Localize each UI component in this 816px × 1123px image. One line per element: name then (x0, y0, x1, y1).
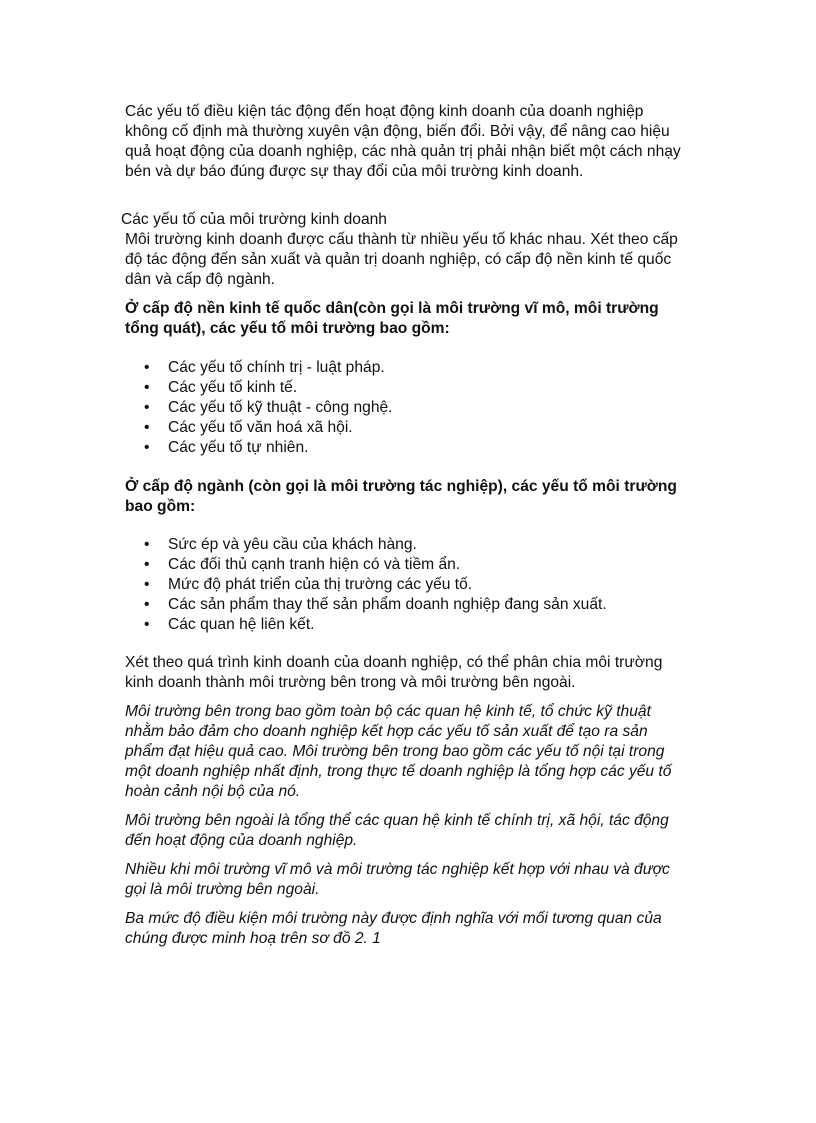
section-intro-line: Môi trường kinh doanh được cấu thành từ nhiều yếu tố khác nhau. Xét theo cấp (125, 231, 678, 248)
macro-heading (125, 299, 705, 339)
external-line: đến hoạt động của doanh nghiệp. (125, 832, 358, 849)
internal-line: hoàn cảnh nội bộ của nó. (125, 783, 301, 800)
bullet: • (144, 596, 150, 613)
macro-heading-line: Ở cấp độ nền kinh tế quốc dân(còn gọi là môi trường vĩ mô, môi trường (125, 300, 659, 317)
intro-line: không cố định mà thường xuyên vận động, biến đổi. Bởi vậy, để nâng cao hiệu (125, 123, 670, 140)
process-line: kinh doanh thành môi trường bên trong và môi trường bên ngoài. (125, 674, 576, 691)
diagram-ref-line: Ba mức độ điều kiện môi trường này được định nghĩa với mối tương quan của (125, 910, 662, 927)
bullet: • (144, 616, 150, 633)
diagram-ref-line: chúng được minh hoạ trên sơ đồ 2. 1 (125, 930, 381, 947)
bullet: • (144, 536, 150, 553)
internal-environment-paragraph (125, 702, 705, 802)
macro-factor-list (125, 358, 393, 458)
bullet: • (144, 419, 150, 436)
list-item (125, 595, 607, 615)
industry-heading-line: Ở cấp độ ngành (còn gọi là môi trường tác nghiệp), các yếu tố môi trường (125, 478, 677, 495)
list-item-text: Các yếu tố kỹ thuật - công nghệ. (168, 399, 393, 416)
combined-line: gọi là môi trường bên ngoài. (125, 881, 320, 898)
macro-heading-line: tổng quát), các yếu tố môi trường bao gồm: (125, 320, 450, 337)
list-item (125, 418, 393, 438)
list-item (125, 438, 393, 458)
list-item (125, 378, 393, 398)
combined-environment-paragraph (125, 860, 705, 900)
combined-line: Nhiều khi môi trường vĩ mô và môi trường tác nghiệp kết hợp với nhau và được (125, 861, 670, 878)
section-intro-line: độ tác động đến sản xuất và quản trị doanh nghiệp, có cấp độ nền kinh tế quốc (125, 251, 672, 268)
list-item-text: Các quan hệ liên kết. (168, 616, 315, 633)
internal-line: phẩm đạt hiệu quả cao. Môi trường bên trong bao gồm các yếu tố nội tại trong (125, 743, 665, 760)
list-item (125, 535, 607, 555)
intro-line: quả hoạt động của doanh nghiệp, các nhà quản trị phải nhận biết một cách nhạy (125, 143, 681, 160)
list-item-text: Sức ép và yêu cầu của khách hàng. (168, 536, 417, 553)
list-item (125, 555, 607, 575)
industry-factor-list (125, 535, 607, 635)
list-item-text: Mức độ phát triển của thị trường các yếu tố. (168, 576, 473, 593)
section-heading: Các yếu tố của môi trường kinh doanh (121, 211, 387, 228)
list-item-text: Các yếu tố văn hoá xã hội. (168, 419, 353, 436)
list-item-text: Các đối thủ cạnh tranh hiện có và tiềm ẩn. (168, 556, 461, 573)
bullet: • (144, 399, 150, 416)
process-paragraph (125, 653, 705, 693)
intro-paragraph (125, 102, 705, 182)
bullet: • (144, 439, 150, 456)
diagram-reference-paragraph (125, 909, 705, 949)
list-item (125, 575, 607, 595)
industry-heading-line: bao gồm: (125, 498, 196, 515)
process-line: Xét theo quá trình kinh doanh của doanh nghiệp, có thể phân chia môi trường (125, 654, 663, 671)
internal-line: một doanh nghiệp nhất định, trong thực tế doanh nghiệp là tổng hợp các yếu tố (125, 763, 672, 780)
list-item-text: Các yếu tố chính trị - luật pháp. (168, 359, 385, 376)
industry-heading (125, 477, 705, 517)
list-item (125, 398, 393, 418)
bullet: • (144, 359, 150, 376)
intro-line: Các yếu tố điều kiện tác động đến hoạt động kinh doanh của doanh nghiệp (125, 103, 644, 120)
external-line: Môi trường bên ngoài là tổng thể các quan hệ kinh tế chính trị, xã hội, tác động (125, 812, 669, 829)
internal-line: Môi trường bên trong bao gồm toàn bộ các quan hệ kinh tế, tổ chức kỹ thuật (125, 703, 651, 720)
internal-line: nhằm bảo đảm cho doanh nghiệp kết hợp các yếu tố sản xuất để tạo ra sản (125, 723, 648, 740)
intro-line: bén và dự báo đúng được sự thay đổi của môi trường kinh doanh. (125, 163, 584, 180)
list-item-text: Các yếu tố tự nhiên. (168, 439, 309, 456)
list-item (125, 615, 607, 635)
bullet: • (144, 576, 150, 593)
bullet: • (144, 379, 150, 396)
list-item-text: Các yếu tố kinh tế. (168, 379, 298, 396)
section-intro-line: dân và cấp độ ngành. (125, 271, 275, 288)
section-intro-paragraph (125, 230, 705, 290)
bullet: • (144, 556, 150, 573)
list-item-text: Các sản phẩm thay thế sản phẩm doanh nghiệp đang sản xuất. (168, 596, 607, 613)
external-environment-paragraph (125, 811, 705, 851)
list-item (125, 358, 393, 378)
